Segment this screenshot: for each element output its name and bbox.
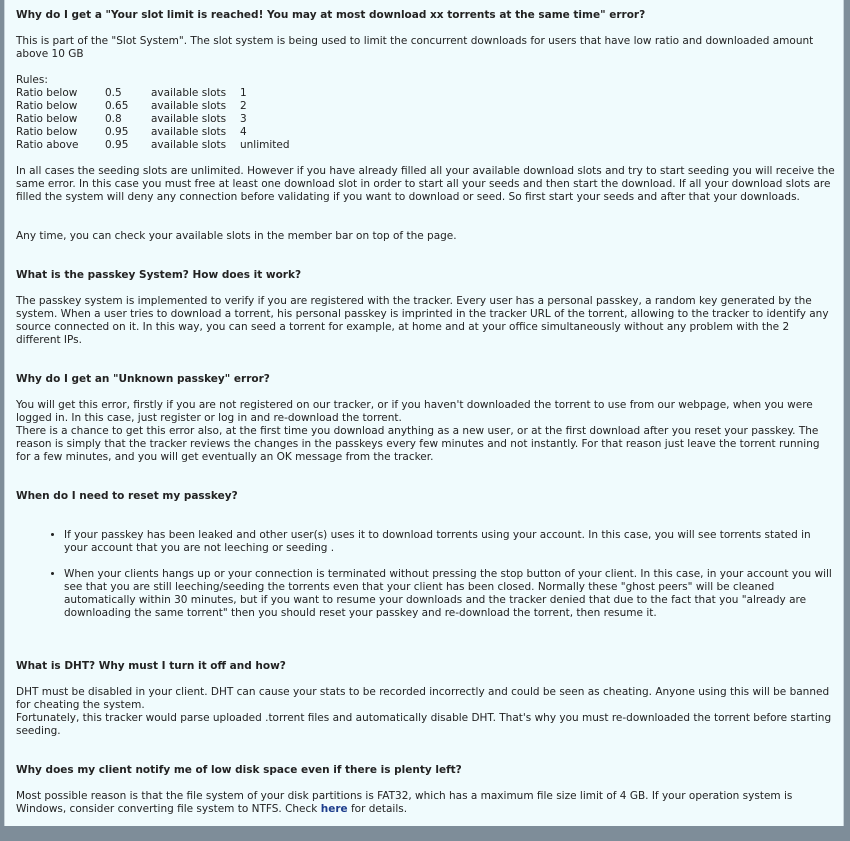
seeding-note: In all cases the seeding slots are unlimited. However if you have already filled all your available download slots and try to start seeding you will receive the same error. In this case you must free at least one download slot in order to start all your seeds and then start the download. If all your download slots are filled the system will deny any connection before validating if you want to download or seed. So first start your seeds and after that your downloads. bbox=[16, 165, 835, 203]
rules-row bbox=[16, 100, 836, 113]
rules-table bbox=[16, 87, 836, 152]
rule-slots-label: available slots bbox=[151, 87, 227, 99]
rule-slots-label: available slots bbox=[151, 113, 227, 125]
rule-slots: 2 bbox=[240, 100, 247, 112]
rule-ratio: 0.8 bbox=[105, 113, 122, 125]
rules-row bbox=[16, 87, 836, 100]
rule-slots: 4 bbox=[240, 126, 247, 138]
disk-space-answer-suffix: for details. bbox=[347, 803, 408, 815]
rules-row bbox=[16, 126, 836, 139]
slots-check-note: Any time, you can check your available slots in the member bar on top of the page. bbox=[16, 230, 457, 242]
rule-label: Ratio below bbox=[16, 87, 78, 99]
rule-slots-label: available slots bbox=[151, 139, 227, 151]
bottom-bar bbox=[0, 826, 850, 841]
reset-passkey-list bbox=[16, 529, 836, 620]
rules-row bbox=[16, 113, 836, 126]
faq-question-unknown-passkey: Why do I get an "Unknown passkey" error? bbox=[16, 373, 270, 385]
passkey-system-answer: The passkey system is implemented to verify if you are registered with the tracker. Every user has a personal passkey, a random key generated by the system. When a user tries to download a torrent, his personal passkey is imprinted in the tracker URL of the torrent, allowing to the tracker to identify any source connected on it. In this way, you can seed a torrent for example, at home and at your office simultaneously without any problem with the 2 different IPs. bbox=[16, 295, 829, 346]
faq-content bbox=[16, 9, 836, 816]
slot-system-intro: This is part of the "Slot System". The slot system is being used to limit the concurrent downloads for users that have low ratio and downloaded amount above 10 GB bbox=[16, 35, 814, 60]
dht-answer-1: DHT must be disabled in your client. DHT can cause your stats to be recorded incorrectly and could be seen as cheating. Anyone using this will be banned for cheating the system. bbox=[16, 686, 830, 711]
faq-question-dht: What is DHT? Why must I turn it off and how? bbox=[16, 660, 286, 672]
unknown-passkey-answer-2: There is a chance to get this error also, at the first time you download anything as a new user, or at the first download after you reset your passkey. The reason is simply that the tracker reviews the changes in the passkeys every few minutes and not instantly. For that reason just leave the torrent running for a few minutes, and you will get eventually an OK message from the tracker. bbox=[16, 425, 820, 463]
disk-space-answer bbox=[16, 790, 836, 816]
faq-question-slot-limit: Why do I get a "Your slot limit is reached! You may at most download xx torrents at the same time" error? bbox=[16, 9, 646, 21]
faq-question-disk-space: Why does my client notify me of low disk space even if there is plenty left? bbox=[16, 764, 462, 776]
rule-label: Ratio above bbox=[16, 139, 79, 151]
faq-question-passkey-system: What is the passkey System? How does it work? bbox=[16, 269, 302, 281]
faq-question-reset-passkey: When do I need to reset my passkey? bbox=[16, 490, 238, 502]
faq-panel bbox=[4, 0, 844, 826]
rule-slots: unlimited bbox=[240, 139, 290, 151]
rule-label: Ratio below bbox=[16, 113, 78, 125]
disk-space-answer-text: Most possible reason is that the file system of your disk partitions is FAT32, which has a maximum file size limit of 4 GB. If your operation system is Windows, consider converting file system to NTFS. Check bbox=[16, 790, 793, 815]
rules-row bbox=[16, 139, 836, 152]
list-item: • If your passkey has been leaked and other user(s) uses it to download torrents using your account. In this case, you will see torrents stated in your account that you are not leeching or seeding . bbox=[64, 529, 836, 555]
dht-answer-2: Fortunately, this tracker would parse uploaded .torrent files and automatically disable DHT. That's why you must re-downloaded the torrent before starting seeding. bbox=[16, 712, 832, 737]
rules-title: Rules: bbox=[16, 74, 48, 86]
rule-ratio: 0.95 bbox=[105, 139, 129, 151]
rule-slots-label: available slots bbox=[151, 100, 227, 112]
rule-label: Ratio below bbox=[16, 126, 78, 138]
rule-ratio: 0.5 bbox=[105, 87, 122, 99]
details-link[interactable]: here bbox=[320, 803, 348, 815]
rule-label: Ratio below bbox=[16, 100, 78, 112]
list-item: • When your clients hangs up or your connection is terminated without pressing the stop button of your client. In this case, in your account you will see that you are still leeching/seeding the torrents even that your client has been closed. Normally these "ghost peers" will be cleaned automatically within 30 minutes, but if you want to resume your downloads and the tracker denied that due to the fact that you "already are downloading the same torrent" then you should reset your passkey and re-download the torrent, then resume it. bbox=[64, 568, 836, 620]
rule-slots: 1 bbox=[240, 87, 247, 99]
rule-slots-label: available slots bbox=[151, 126, 227, 138]
rule-slots: 3 bbox=[240, 113, 247, 125]
rule-ratio: 0.95 bbox=[105, 126, 129, 138]
unknown-passkey-answer-1: You will get this error, firstly if you are not registered on our tracker, or if you haven't downloaded the torrent to use from our webpage, when you were logged in. In this case, just register or log in and re-download the torrent. bbox=[16, 399, 813, 424]
rule-ratio: 0.65 bbox=[105, 100, 129, 112]
